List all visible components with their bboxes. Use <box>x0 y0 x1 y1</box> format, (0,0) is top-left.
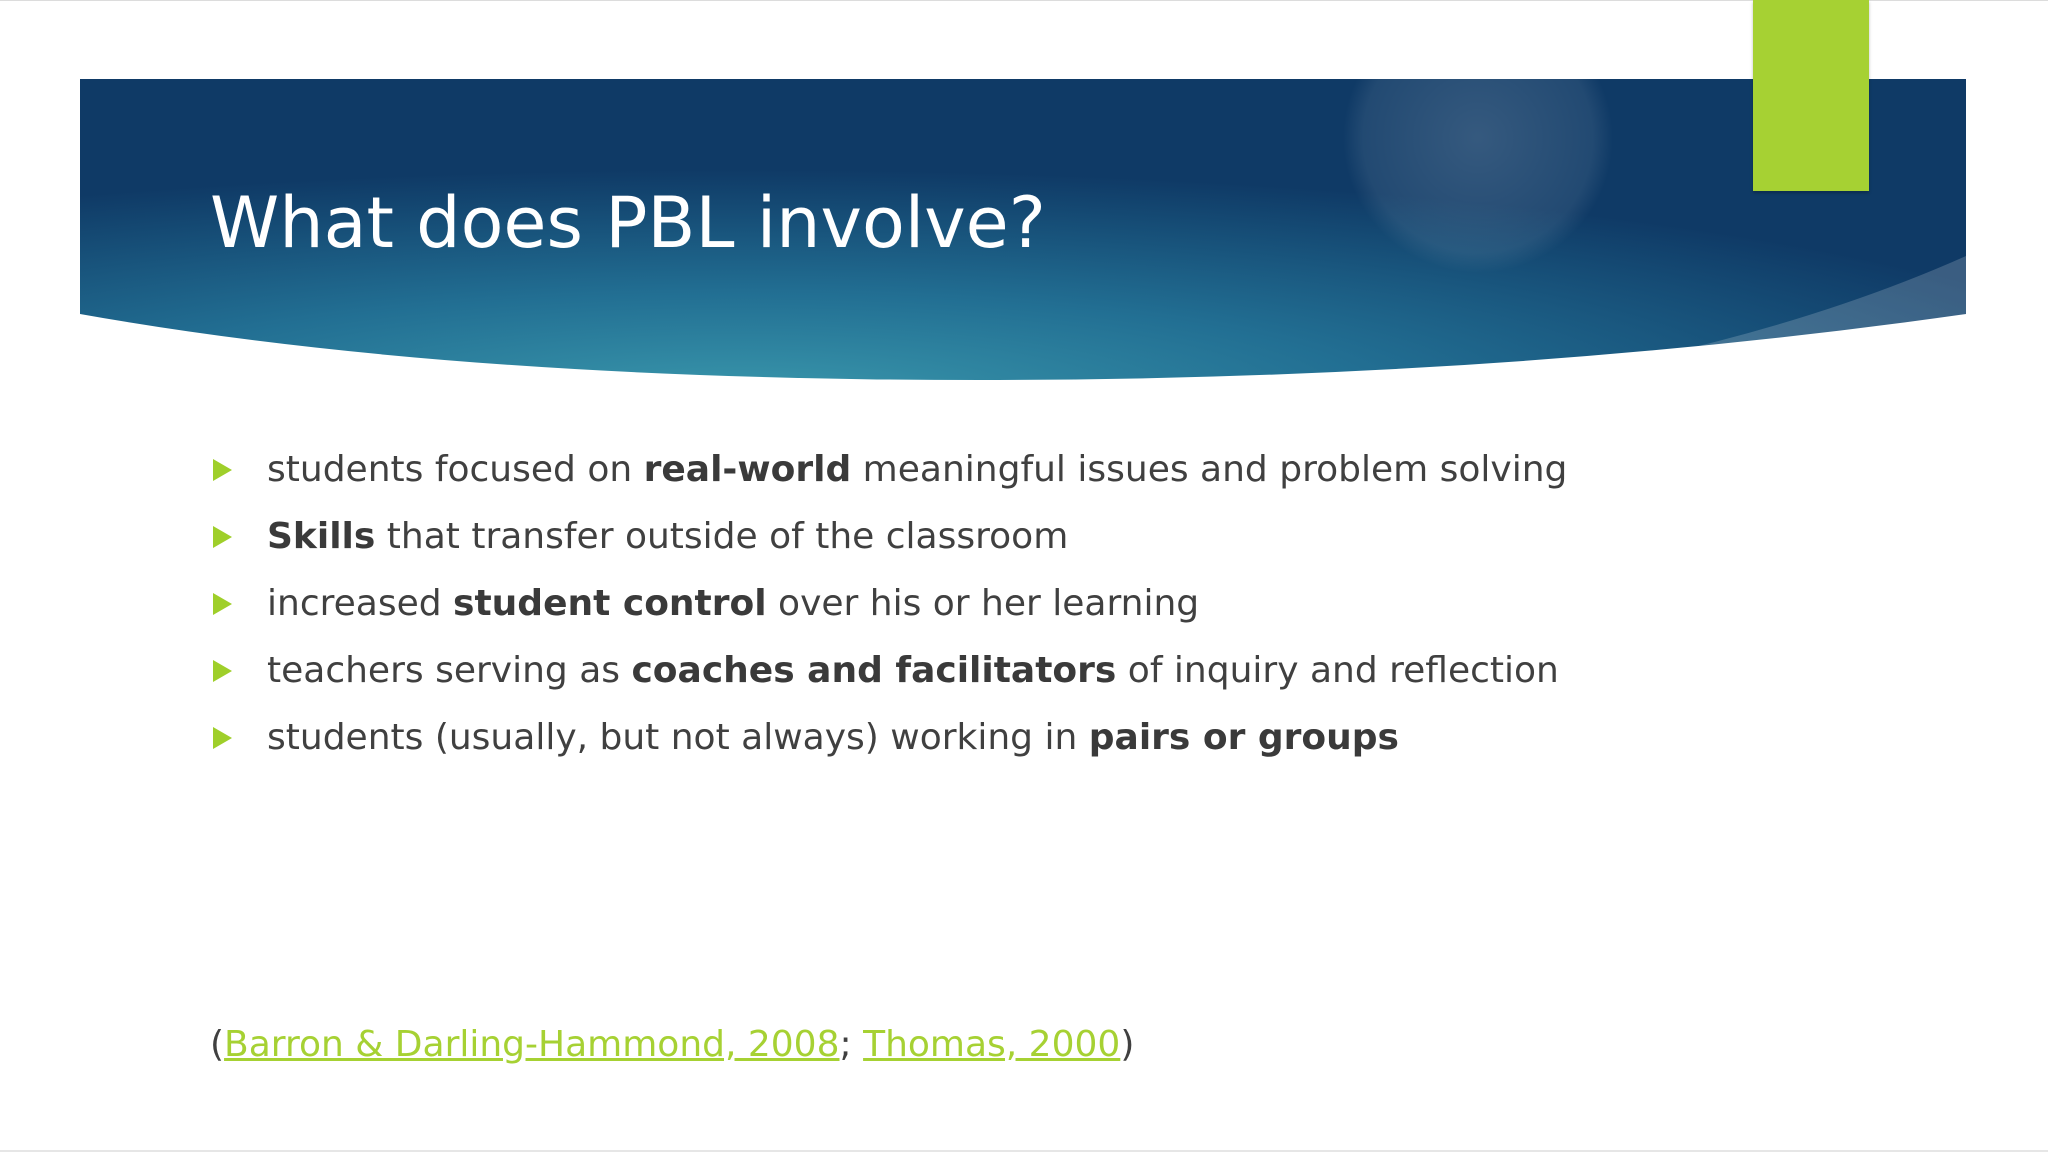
bullet-text: of inquiry and reflection <box>1116 650 1559 691</box>
bullet-text: that transfer outside of the classroom <box>375 516 1069 557</box>
bullet-text: over his or her learning <box>766 583 1200 624</box>
citation <box>210 1015 1134 1075</box>
bullet-item <box>210 436 1567 503</box>
banner-orb <box>1343 3 1613 273</box>
citation-link-barron[interactable]: Barron & Darling-Hammond, 2008 <box>224 1024 840 1065</box>
bullet-text: students focused on <box>267 449 644 490</box>
bullet-bold-text: coaches and facilitators <box>631 650 1117 691</box>
bullet-arrow-icon <box>213 526 232 548</box>
bullet-bold-text: real-world <box>643 449 852 490</box>
bullet-item <box>210 637 1567 704</box>
bullet-arrow-icon <box>213 727 232 749</box>
bullet-bold-text: student control <box>453 583 767 624</box>
bullet-text: increased <box>267 583 454 624</box>
citation-link-thomas[interactable]: Thomas, 2000 <box>863 1024 1121 1065</box>
bullet-arrow-icon <box>213 660 232 682</box>
citation-close-paren: ) <box>1120 1024 1135 1065</box>
accent-tab <box>1753 0 1869 191</box>
bullet-arrow-icon <box>213 459 232 481</box>
bullet-item <box>210 704 1567 771</box>
slide-title: What does PBL involve? <box>210 182 1046 264</box>
bullet-text: meaningful issues and problem solving <box>851 449 1568 490</box>
bullet-bold-text: pairs or groups <box>1088 717 1399 758</box>
bullet-list <box>210 436 1567 771</box>
bullet-bold-text: Skills <box>267 516 376 557</box>
bullet-text: students (usually, but not always) working in <box>267 717 1089 758</box>
bullet-item <box>210 503 1567 570</box>
citation-open-paren: ( <box>210 1024 225 1065</box>
bullet-item <box>210 570 1567 637</box>
bullet-text: teachers serving as <box>267 650 632 691</box>
bullet-arrow-icon <box>213 593 232 615</box>
citation-separator: ; <box>839 1024 864 1065</box>
